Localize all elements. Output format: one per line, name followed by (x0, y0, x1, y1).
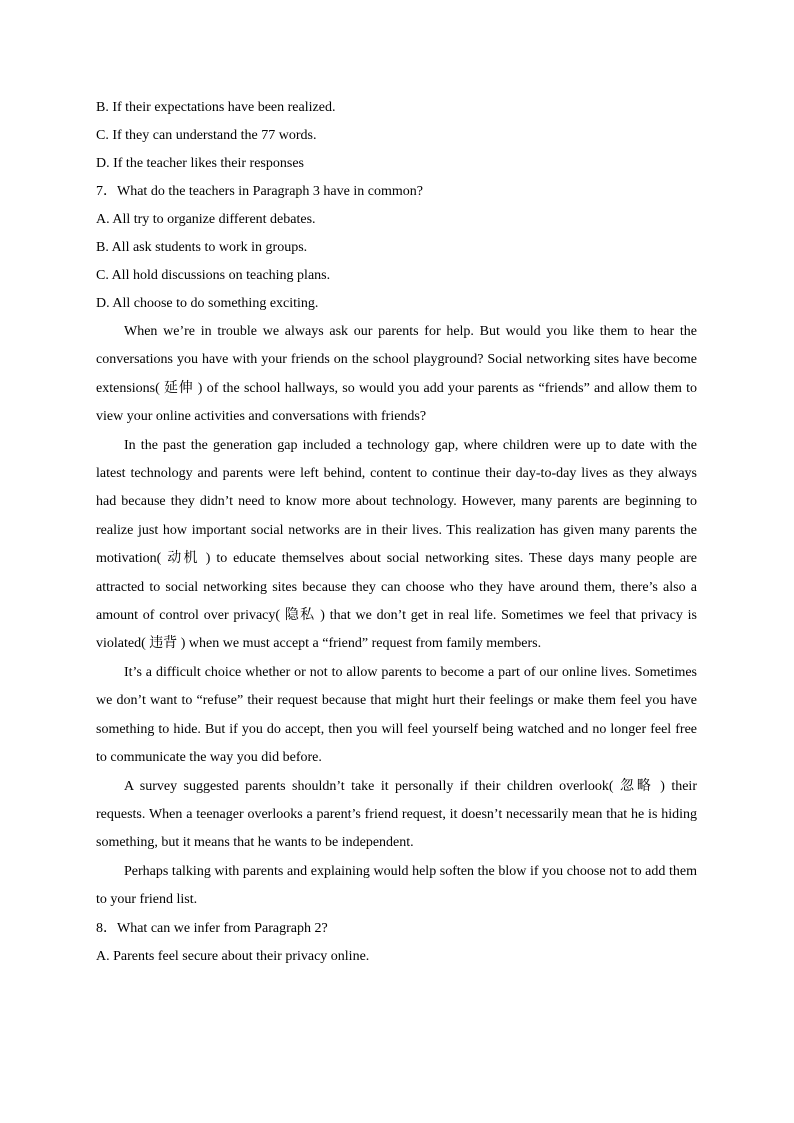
question-8-stem: 8．What can we infer from Paragraph 2? (96, 920, 328, 936)
option-d: D. If the teacher likes their responses (96, 156, 304, 171)
option-b: B. All ask students to work in groups. (96, 240, 308, 255)
question-7-stem: 7．What do the teachers in Paragraph 3 have in common? (96, 184, 423, 199)
document-page (96, 94, 697, 971)
question-6-remaining-options (96, 94, 697, 178)
option-c: C. If they can understand the 77 words. (96, 128, 317, 143)
question-8 (96, 915, 697, 971)
passage-paragraph-3: It’s a difficult choice whether or not to allow parents to become a part of our online lives. Sometimes we don’t want to “refuse” their request because that might hurt their feelings or make them feel you have something to hide. But if you do accept, then you will feel yourself being watched and no longer feel free to communicate the way you did before. (96, 664, 697, 766)
reading-passage (96, 318, 697, 915)
question-7 (96, 178, 697, 318)
passage-paragraph-2: In the past the generation gap included a technology gap, where children were up to date with the latest technology and parents were left behind, content to continue their day-to-day lives as they always had because they didn’t need to know more about technology. However, many parents are beginning to realize just how important social networks are in their lives. This realization has given many parents the motivation( 动机 ) to educate themselves about social networking sites. These days many people are attracted to social networking sites because they can choose who they have around them, there’s also a amount of control over privacy( 隐私 ) that we don’t get in real life. Sometimes we feel that privacy is violated( 违背 ) when we must accept a “friend” request from family members. (96, 437, 697, 652)
option-c: C. All hold discussions on teaching plans. (96, 268, 331, 283)
option-a: A. Parents feel secure about their privacy online. (96, 948, 370, 964)
option-d: D. All choose to do something exciting. (96, 296, 319, 311)
passage-paragraph-4: A survey suggested parents shouldn’t take it personally if their children overlook( 忽略 ) their requests. When a teenager overlooks a parent’s friend request, it doesn’t necessarily mean that he is hiding something, but it means that he wants to be independent. (96, 778, 697, 851)
passage-paragraph-1: When we’re in trouble we always ask our parents for help. But would you like them to hear the conversations you have with your friends on the school playground? Social networking sites have become extensions( 延伸 ) of the school hallways, so would you add your parents as “friends” and allow them to view your online activities and conversations with friends? (96, 324, 697, 425)
option-a: A. All try to organize different debates. (96, 212, 316, 227)
option-b: B. If their expectations have been realized. (96, 100, 336, 115)
passage-paragraph-5: Perhaps talking with parents and explaining would help soften the blow if you choose not to add them to your friend list. (96, 863, 697, 908)
